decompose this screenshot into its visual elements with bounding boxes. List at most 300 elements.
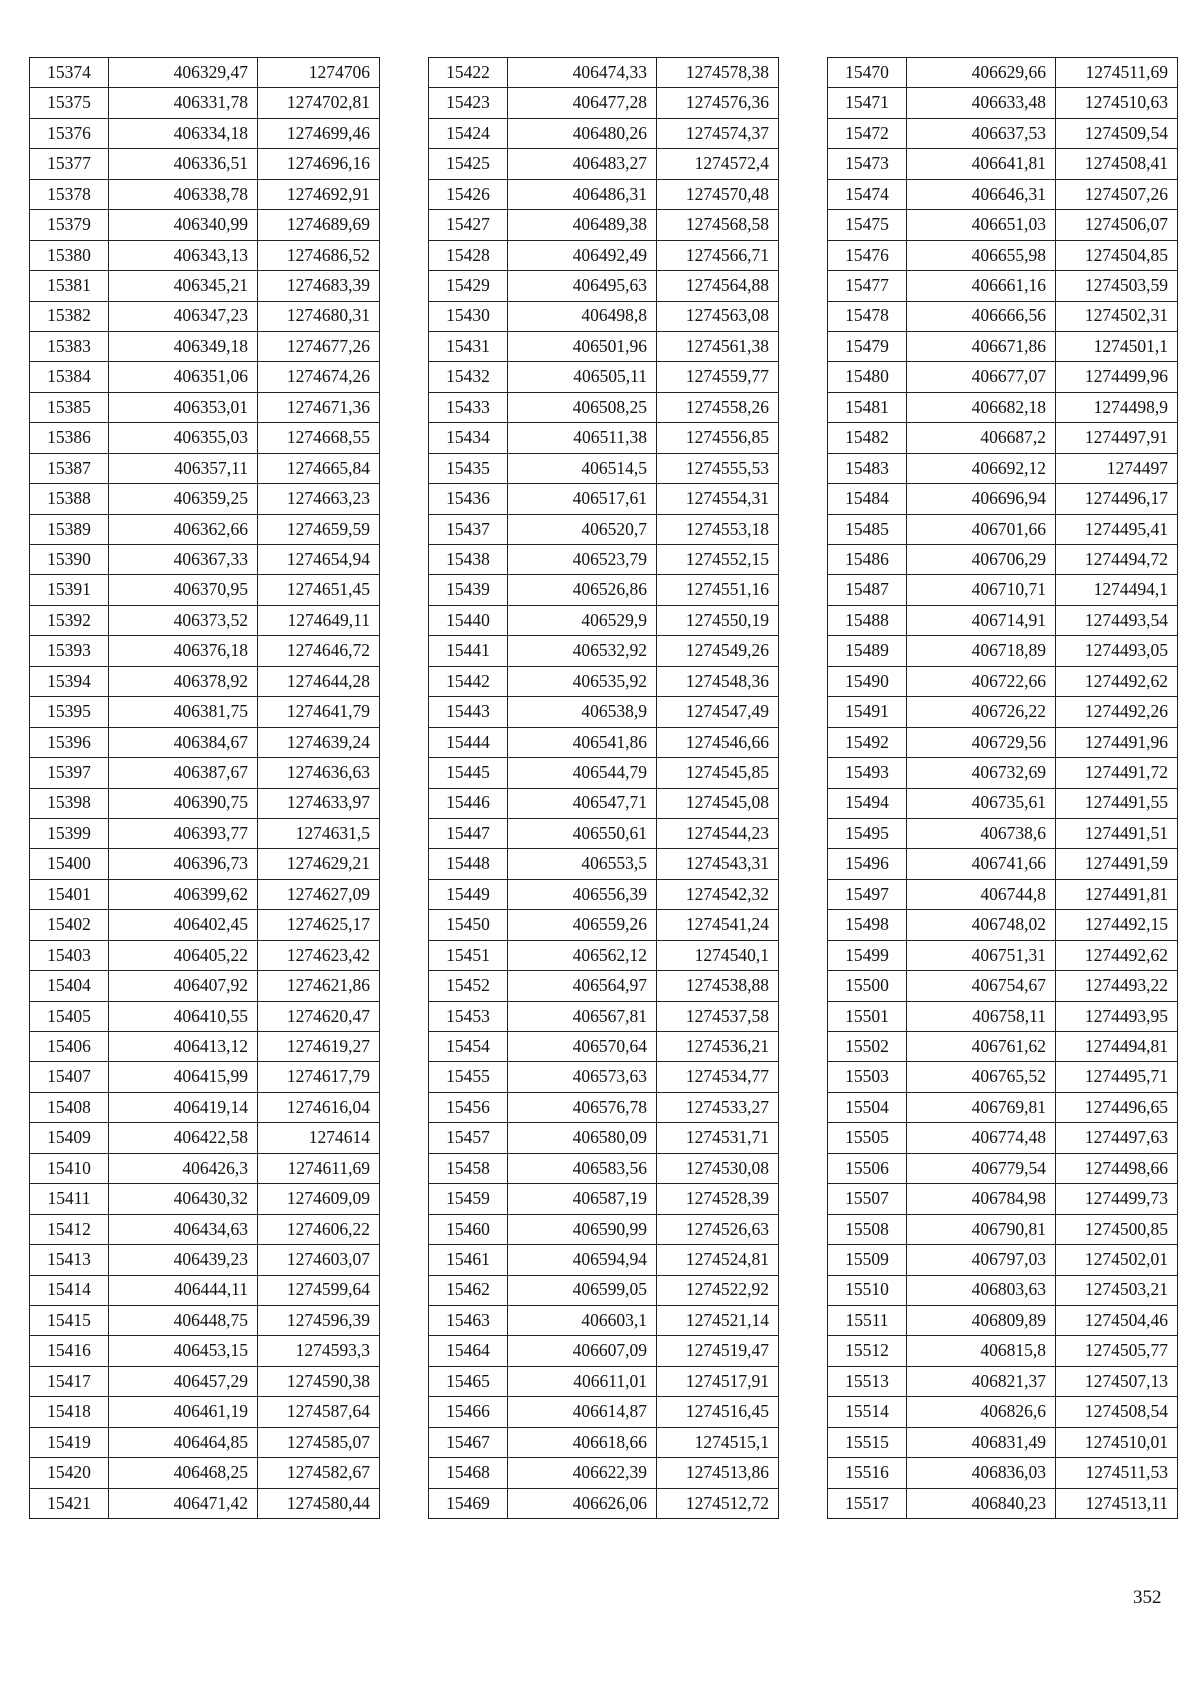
table-row [429, 1062, 779, 1092]
table-row [30, 849, 380, 879]
x-coordinate-cell: 406803,63 [907, 1275, 1056, 1305]
y-coordinate-cell: 1274639,24 [258, 727, 380, 757]
y-coordinate-cell: 1274566,71 [657, 240, 779, 270]
table-row [30, 1458, 380, 1488]
table-row [828, 545, 1178, 575]
x-coordinate-cell: 406517,61 [508, 484, 657, 514]
y-coordinate-cell: 1274536,21 [657, 1032, 779, 1062]
y-coordinate-cell: 1274633,97 [258, 788, 380, 818]
table-row [30, 818, 380, 848]
table-row [429, 58, 779, 88]
x-coordinate-cell: 406413,12 [109, 1032, 258, 1062]
x-coordinate-cell: 406735,61 [907, 788, 1056, 818]
table-row [30, 666, 380, 696]
y-coordinate-cell: 1274659,59 [258, 514, 380, 544]
table-row [429, 1366, 779, 1396]
x-coordinate-cell: 406351,06 [109, 362, 258, 392]
y-coordinate-cell: 1274665,84 [258, 453, 380, 483]
y-coordinate-cell: 1274546,66 [657, 727, 779, 757]
y-coordinate-cell: 1274549,26 [657, 636, 779, 666]
y-coordinate-cell: 1274491,81 [1056, 879, 1178, 909]
y-coordinate-cell: 1274519,47 [657, 1336, 779, 1366]
point-number-cell: 15463 [429, 1305, 508, 1335]
y-coordinate-cell: 1274627,09 [258, 879, 380, 909]
table-row [828, 271, 1178, 301]
table-row [429, 575, 779, 605]
table-row [828, 971, 1178, 1001]
point-number-cell: 15395 [30, 697, 109, 727]
point-number-cell: 15402 [30, 910, 109, 940]
x-coordinate-cell: 406754,67 [907, 971, 1056, 1001]
point-number-cell: 15486 [828, 545, 907, 575]
y-coordinate-cell: 1274578,38 [657, 58, 779, 88]
point-number-cell: 15411 [30, 1184, 109, 1214]
x-coordinate-cell: 406492,49 [508, 240, 657, 270]
x-coordinate-cell: 406761,62 [907, 1032, 1056, 1062]
point-number-cell: 15382 [30, 301, 109, 331]
x-coordinate-cell: 406729,56 [907, 727, 1056, 757]
x-coordinate-cell: 406422,58 [109, 1123, 258, 1153]
x-coordinate-cell: 406594,94 [508, 1245, 657, 1275]
x-coordinate-cell: 406726,22 [907, 697, 1056, 727]
x-coordinate-cell: 406826,6 [907, 1397, 1056, 1427]
y-coordinate-cell: 1274620,47 [258, 1001, 380, 1031]
y-coordinate-cell: 1274683,39 [258, 271, 380, 301]
table-row [429, 88, 779, 118]
y-coordinate-cell: 1274561,38 [657, 331, 779, 361]
table-row [30, 392, 380, 422]
y-coordinate-cell: 1274674,26 [258, 362, 380, 392]
y-coordinate-cell: 1274493,95 [1056, 1001, 1178, 1031]
x-coordinate-cell: 406376,18 [109, 636, 258, 666]
point-number-cell: 15379 [30, 210, 109, 240]
x-coordinate-cell: 406471,42 [109, 1488, 258, 1518]
y-coordinate-cell: 1274699,46 [258, 118, 380, 148]
y-coordinate-cell: 1274564,88 [657, 271, 779, 301]
point-number-cell: 15471 [828, 88, 907, 118]
y-coordinate-cell: 1274677,26 [258, 331, 380, 361]
table-row [429, 879, 779, 909]
table-row [429, 605, 779, 635]
x-coordinate-cell: 406415,99 [109, 1062, 258, 1092]
y-coordinate-cell: 1274516,45 [657, 1397, 779, 1427]
table-row [828, 1062, 1178, 1092]
point-number-cell: 15426 [429, 179, 508, 209]
point-number-cell: 15468 [429, 1458, 508, 1488]
table-row [429, 636, 779, 666]
x-coordinate-cell: 406573,63 [508, 1062, 657, 1092]
point-number-cell: 15376 [30, 118, 109, 148]
y-coordinate-cell: 1274508,41 [1056, 149, 1178, 179]
point-number-cell: 15485 [828, 514, 907, 544]
table-row [429, 971, 779, 1001]
table-row [828, 1458, 1178, 1488]
point-number-cell: 15507 [828, 1184, 907, 1214]
x-coordinate-cell: 406784,98 [907, 1184, 1056, 1214]
table-row [828, 1275, 1178, 1305]
point-number-cell: 15423 [429, 88, 508, 118]
y-coordinate-cell: 1274558,26 [657, 392, 779, 422]
point-number-cell: 15512 [828, 1336, 907, 1366]
point-number-cell: 15455 [429, 1062, 508, 1092]
point-number-cell: 15495 [828, 818, 907, 848]
x-coordinate-cell: 406381,75 [109, 697, 258, 727]
point-number-cell: 15465 [429, 1366, 508, 1396]
y-coordinate-cell: 1274491,51 [1056, 818, 1178, 848]
y-coordinate-cell: 1274497 [1056, 453, 1178, 483]
x-coordinate-cell: 406355,03 [109, 423, 258, 453]
x-coordinate-cell: 406508,25 [508, 392, 657, 422]
point-number-cell: 15499 [828, 940, 907, 970]
x-coordinate-cell: 406599,05 [508, 1275, 657, 1305]
x-coordinate-cell: 406687,2 [907, 423, 1056, 453]
y-coordinate-cell: 1274603,07 [258, 1245, 380, 1275]
point-number-cell: 15458 [429, 1153, 508, 1183]
y-coordinate-cell: 1274491,96 [1056, 727, 1178, 757]
y-coordinate-cell: 1274494,72 [1056, 545, 1178, 575]
x-coordinate-cell: 406505,11 [508, 362, 657, 392]
y-coordinate-cell: 1274526,63 [657, 1214, 779, 1244]
point-number-cell: 15466 [429, 1397, 508, 1427]
y-coordinate-cell: 1274576,36 [657, 88, 779, 118]
y-coordinate-cell: 1274503,21 [1056, 1275, 1178, 1305]
point-number-cell: 15419 [30, 1427, 109, 1457]
y-coordinate-cell: 1274530,08 [657, 1153, 779, 1183]
table-row [30, 971, 380, 1001]
point-number-cell: 15514 [828, 1397, 907, 1427]
x-coordinate-cell: 406461,19 [109, 1397, 258, 1427]
point-number-cell: 15375 [30, 88, 109, 118]
table-row [30, 1427, 380, 1457]
table-row [429, 849, 779, 879]
table-row [828, 301, 1178, 331]
point-number-cell: 15378 [30, 179, 109, 209]
y-coordinate-cell: 1274553,18 [657, 514, 779, 544]
x-coordinate-cell: 406480,26 [508, 118, 657, 148]
table-row [429, 1305, 779, 1335]
x-coordinate-cell: 406448,75 [109, 1305, 258, 1335]
table-row [828, 636, 1178, 666]
y-coordinate-cell: 1274497,91 [1056, 423, 1178, 453]
point-number-cell: 15404 [30, 971, 109, 1001]
point-number-cell: 15493 [828, 758, 907, 788]
point-number-cell: 15389 [30, 514, 109, 544]
table-row [429, 301, 779, 331]
point-number-cell: 15457 [429, 1123, 508, 1153]
table-row [429, 179, 779, 209]
point-number-cell: 15440 [429, 605, 508, 635]
coordinates-table-1 [29, 57, 380, 1519]
point-number-cell: 15456 [429, 1092, 508, 1122]
x-coordinate-cell: 406677,07 [907, 362, 1056, 392]
y-coordinate-cell: 1274506,07 [1056, 210, 1178, 240]
table-row [30, 58, 380, 88]
x-coordinate-cell: 406815,8 [907, 1336, 1056, 1366]
point-number-cell: 15481 [828, 392, 907, 422]
x-coordinate-cell: 406444,11 [109, 1275, 258, 1305]
table-row [828, 362, 1178, 392]
point-number-cell: 15504 [828, 1092, 907, 1122]
point-number-cell: 15374 [30, 58, 109, 88]
x-coordinate-cell: 406590,99 [508, 1214, 657, 1244]
table-row [828, 575, 1178, 605]
table-row [429, 118, 779, 148]
point-number-cell: 15446 [429, 788, 508, 818]
point-number-cell: 15503 [828, 1062, 907, 1092]
table-row [429, 453, 779, 483]
table-row [30, 605, 380, 635]
point-number-cell: 15488 [828, 605, 907, 635]
y-coordinate-cell: 1274497,63 [1056, 1123, 1178, 1153]
table-row [828, 727, 1178, 757]
table-row [828, 1397, 1178, 1427]
point-number-cell: 15430 [429, 301, 508, 331]
table-row [30, 575, 380, 605]
y-coordinate-cell: 1274496,65 [1056, 1092, 1178, 1122]
table-row [429, 149, 779, 179]
point-number-cell: 15429 [429, 271, 508, 301]
table-row [30, 301, 380, 331]
y-coordinate-cell: 1274619,27 [258, 1032, 380, 1062]
table-row [30, 271, 380, 301]
point-number-cell: 15399 [30, 818, 109, 848]
point-number-cell: 15434 [429, 423, 508, 453]
point-number-cell: 15381 [30, 271, 109, 301]
table-row [30, 88, 380, 118]
x-coordinate-cell: 406483,27 [508, 149, 657, 179]
x-coordinate-cell: 406434,63 [109, 1214, 258, 1244]
x-coordinate-cell: 406331,78 [109, 88, 258, 118]
table-row [828, 1427, 1178, 1457]
x-coordinate-cell: 406405,22 [109, 940, 258, 970]
y-coordinate-cell: 1274555,53 [657, 453, 779, 483]
y-coordinate-cell: 1274521,14 [657, 1305, 779, 1335]
table-row [30, 453, 380, 483]
x-coordinate-cell: 406666,56 [907, 301, 1056, 331]
x-coordinate-cell: 406570,64 [508, 1032, 657, 1062]
table-row [30, 484, 380, 514]
y-coordinate-cell: 1274625,17 [258, 910, 380, 940]
point-number-cell: 15398 [30, 788, 109, 818]
point-number-cell: 15444 [429, 727, 508, 757]
point-number-cell: 15431 [429, 331, 508, 361]
x-coordinate-cell: 406710,71 [907, 575, 1056, 605]
point-number-cell: 15478 [828, 301, 907, 331]
x-coordinate-cell: 406556,39 [508, 879, 657, 909]
table-row [429, 392, 779, 422]
point-number-cell: 15464 [429, 1336, 508, 1366]
table-row [429, 484, 779, 514]
point-number-cell: 15424 [429, 118, 508, 148]
y-coordinate-cell: 1274585,07 [258, 1427, 380, 1457]
table-row [828, 1488, 1178, 1518]
table-row [30, 1397, 380, 1427]
table-row [429, 1184, 779, 1214]
y-coordinate-cell: 1274563,08 [657, 301, 779, 331]
point-number-cell: 15441 [429, 636, 508, 666]
point-number-cell: 15479 [828, 331, 907, 361]
point-number-cell: 15387 [30, 453, 109, 483]
y-coordinate-cell: 1274646,72 [258, 636, 380, 666]
table-row [30, 697, 380, 727]
x-coordinate-cell: 406722,66 [907, 666, 1056, 696]
x-coordinate-cell: 406370,95 [109, 575, 258, 605]
point-number-cell: 15445 [429, 758, 508, 788]
table-row [30, 727, 380, 757]
table-row [429, 1397, 779, 1427]
x-coordinate-cell: 406758,11 [907, 1001, 1056, 1031]
x-coordinate-cell: 406550,61 [508, 818, 657, 848]
table-row [828, 758, 1178, 788]
x-coordinate-cell: 406495,63 [508, 271, 657, 301]
point-number-cell: 15394 [30, 666, 109, 696]
x-coordinate-cell: 406396,73 [109, 849, 258, 879]
table-row [828, 1001, 1178, 1031]
y-coordinate-cell: 1274617,79 [258, 1062, 380, 1092]
table-row [429, 210, 779, 240]
y-coordinate-cell: 1274492,62 [1056, 940, 1178, 970]
y-coordinate-cell: 1274593,3 [258, 1336, 380, 1366]
point-number-cell: 15511 [828, 1305, 907, 1335]
x-coordinate-cell: 406378,92 [109, 666, 258, 696]
x-coordinate-cell: 406611,01 [508, 1366, 657, 1396]
x-coordinate-cell: 406831,49 [907, 1427, 1056, 1457]
point-number-cell: 15408 [30, 1092, 109, 1122]
table-row [429, 1427, 779, 1457]
point-number-cell: 15397 [30, 758, 109, 788]
point-number-cell: 15516 [828, 1458, 907, 1488]
y-coordinate-cell: 1274502,31 [1056, 301, 1178, 331]
x-coordinate-cell: 406334,18 [109, 118, 258, 148]
point-number-cell: 15505 [828, 1123, 907, 1153]
point-number-cell: 15436 [429, 484, 508, 514]
point-number-cell: 15390 [30, 545, 109, 575]
table-row [429, 788, 779, 818]
table-row [30, 1366, 380, 1396]
x-coordinate-cell: 406345,21 [109, 271, 258, 301]
point-number-cell: 15496 [828, 849, 907, 879]
point-number-cell: 15502 [828, 1032, 907, 1062]
table-row [828, 1032, 1178, 1062]
x-coordinate-cell: 406622,39 [508, 1458, 657, 1488]
x-coordinate-cell: 406641,81 [907, 149, 1056, 179]
point-number-cell: 15509 [828, 1245, 907, 1275]
point-number-cell: 15428 [429, 240, 508, 270]
y-coordinate-cell: 1274491,72 [1056, 758, 1178, 788]
x-coordinate-cell: 406453,15 [109, 1336, 258, 1366]
x-coordinate-cell: 406797,03 [907, 1245, 1056, 1275]
table-row [429, 1032, 779, 1062]
point-number-cell: 15500 [828, 971, 907, 1001]
table-row [828, 849, 1178, 879]
table-row [828, 1092, 1178, 1122]
table-row [429, 1245, 779, 1275]
x-coordinate-cell: 406706,29 [907, 545, 1056, 575]
y-coordinate-cell: 1274671,36 [258, 392, 380, 422]
table-row [429, 1275, 779, 1305]
table-row [30, 1184, 380, 1214]
x-coordinate-cell: 406410,55 [109, 1001, 258, 1031]
x-coordinate-cell: 406426,3 [109, 1153, 258, 1183]
table-row [429, 727, 779, 757]
table-row [828, 118, 1178, 148]
table-row [30, 1488, 380, 1518]
point-number-cell: 15425 [429, 149, 508, 179]
point-number-cell: 15410 [30, 1153, 109, 1183]
x-coordinate-cell: 406535,92 [508, 666, 657, 696]
point-number-cell: 15450 [429, 910, 508, 940]
point-number-cell: 15461 [429, 1245, 508, 1275]
coordinates-table-3 [827, 57, 1178, 1519]
y-coordinate-cell: 1274540,1 [657, 940, 779, 970]
x-coordinate-cell: 406576,78 [508, 1092, 657, 1122]
point-number-cell: 15467 [429, 1427, 508, 1457]
x-coordinate-cell: 406732,69 [907, 758, 1056, 788]
y-coordinate-cell: 1274550,19 [657, 605, 779, 635]
x-coordinate-cell: 406567,81 [508, 1001, 657, 1031]
table-row [828, 605, 1178, 635]
x-coordinate-cell: 406821,37 [907, 1366, 1056, 1396]
table-row [30, 1123, 380, 1153]
y-coordinate-cell: 1274509,54 [1056, 118, 1178, 148]
point-number-cell: 15433 [429, 392, 508, 422]
point-number-cell: 15508 [828, 1214, 907, 1244]
y-coordinate-cell: 1274498,66 [1056, 1153, 1178, 1183]
table-row [429, 1488, 779, 1518]
point-number-cell: 15449 [429, 879, 508, 909]
point-number-cell: 15401 [30, 879, 109, 909]
point-number-cell: 15469 [429, 1488, 508, 1518]
y-coordinate-cell: 1274614 [258, 1123, 380, 1153]
point-number-cell: 15380 [30, 240, 109, 270]
table-row [30, 423, 380, 453]
y-coordinate-cell: 1274663,23 [258, 484, 380, 514]
y-coordinate-cell: 1274582,67 [258, 1458, 380, 1488]
y-coordinate-cell: 1274513,86 [657, 1458, 779, 1488]
x-coordinate-cell: 406336,51 [109, 149, 258, 179]
table-row [828, 179, 1178, 209]
y-coordinate-cell: 1274641,79 [258, 697, 380, 727]
x-coordinate-cell: 406514,5 [508, 453, 657, 483]
table-row [429, 758, 779, 788]
point-number-cell: 15451 [429, 940, 508, 970]
point-number-cell: 15482 [828, 423, 907, 453]
x-coordinate-cell: 406474,33 [508, 58, 657, 88]
x-coordinate-cell: 406637,53 [907, 118, 1056, 148]
y-coordinate-cell: 1274515,1 [657, 1427, 779, 1457]
point-number-cell: 15388 [30, 484, 109, 514]
y-coordinate-cell: 1274556,85 [657, 423, 779, 453]
point-number-cell: 15480 [828, 362, 907, 392]
table-row [828, 1214, 1178, 1244]
y-coordinate-cell: 1274547,49 [657, 697, 779, 727]
x-coordinate-cell: 406501,96 [508, 331, 657, 361]
x-coordinate-cell: 406607,09 [508, 1336, 657, 1366]
y-coordinate-cell: 1274636,63 [258, 758, 380, 788]
table-row [30, 331, 380, 361]
y-coordinate-cell: 1274587,64 [258, 1397, 380, 1427]
y-coordinate-cell: 1274534,77 [657, 1062, 779, 1092]
table-row [429, 545, 779, 575]
point-number-cell: 15501 [828, 1001, 907, 1031]
y-coordinate-cell: 1274496,17 [1056, 484, 1178, 514]
y-coordinate-cell: 1274609,09 [258, 1184, 380, 1214]
point-number-cell: 15416 [30, 1336, 109, 1366]
table-row [828, 697, 1178, 727]
y-coordinate-cell: 1274510,63 [1056, 88, 1178, 118]
table-row [828, 88, 1178, 118]
x-coordinate-cell: 406696,94 [907, 484, 1056, 514]
